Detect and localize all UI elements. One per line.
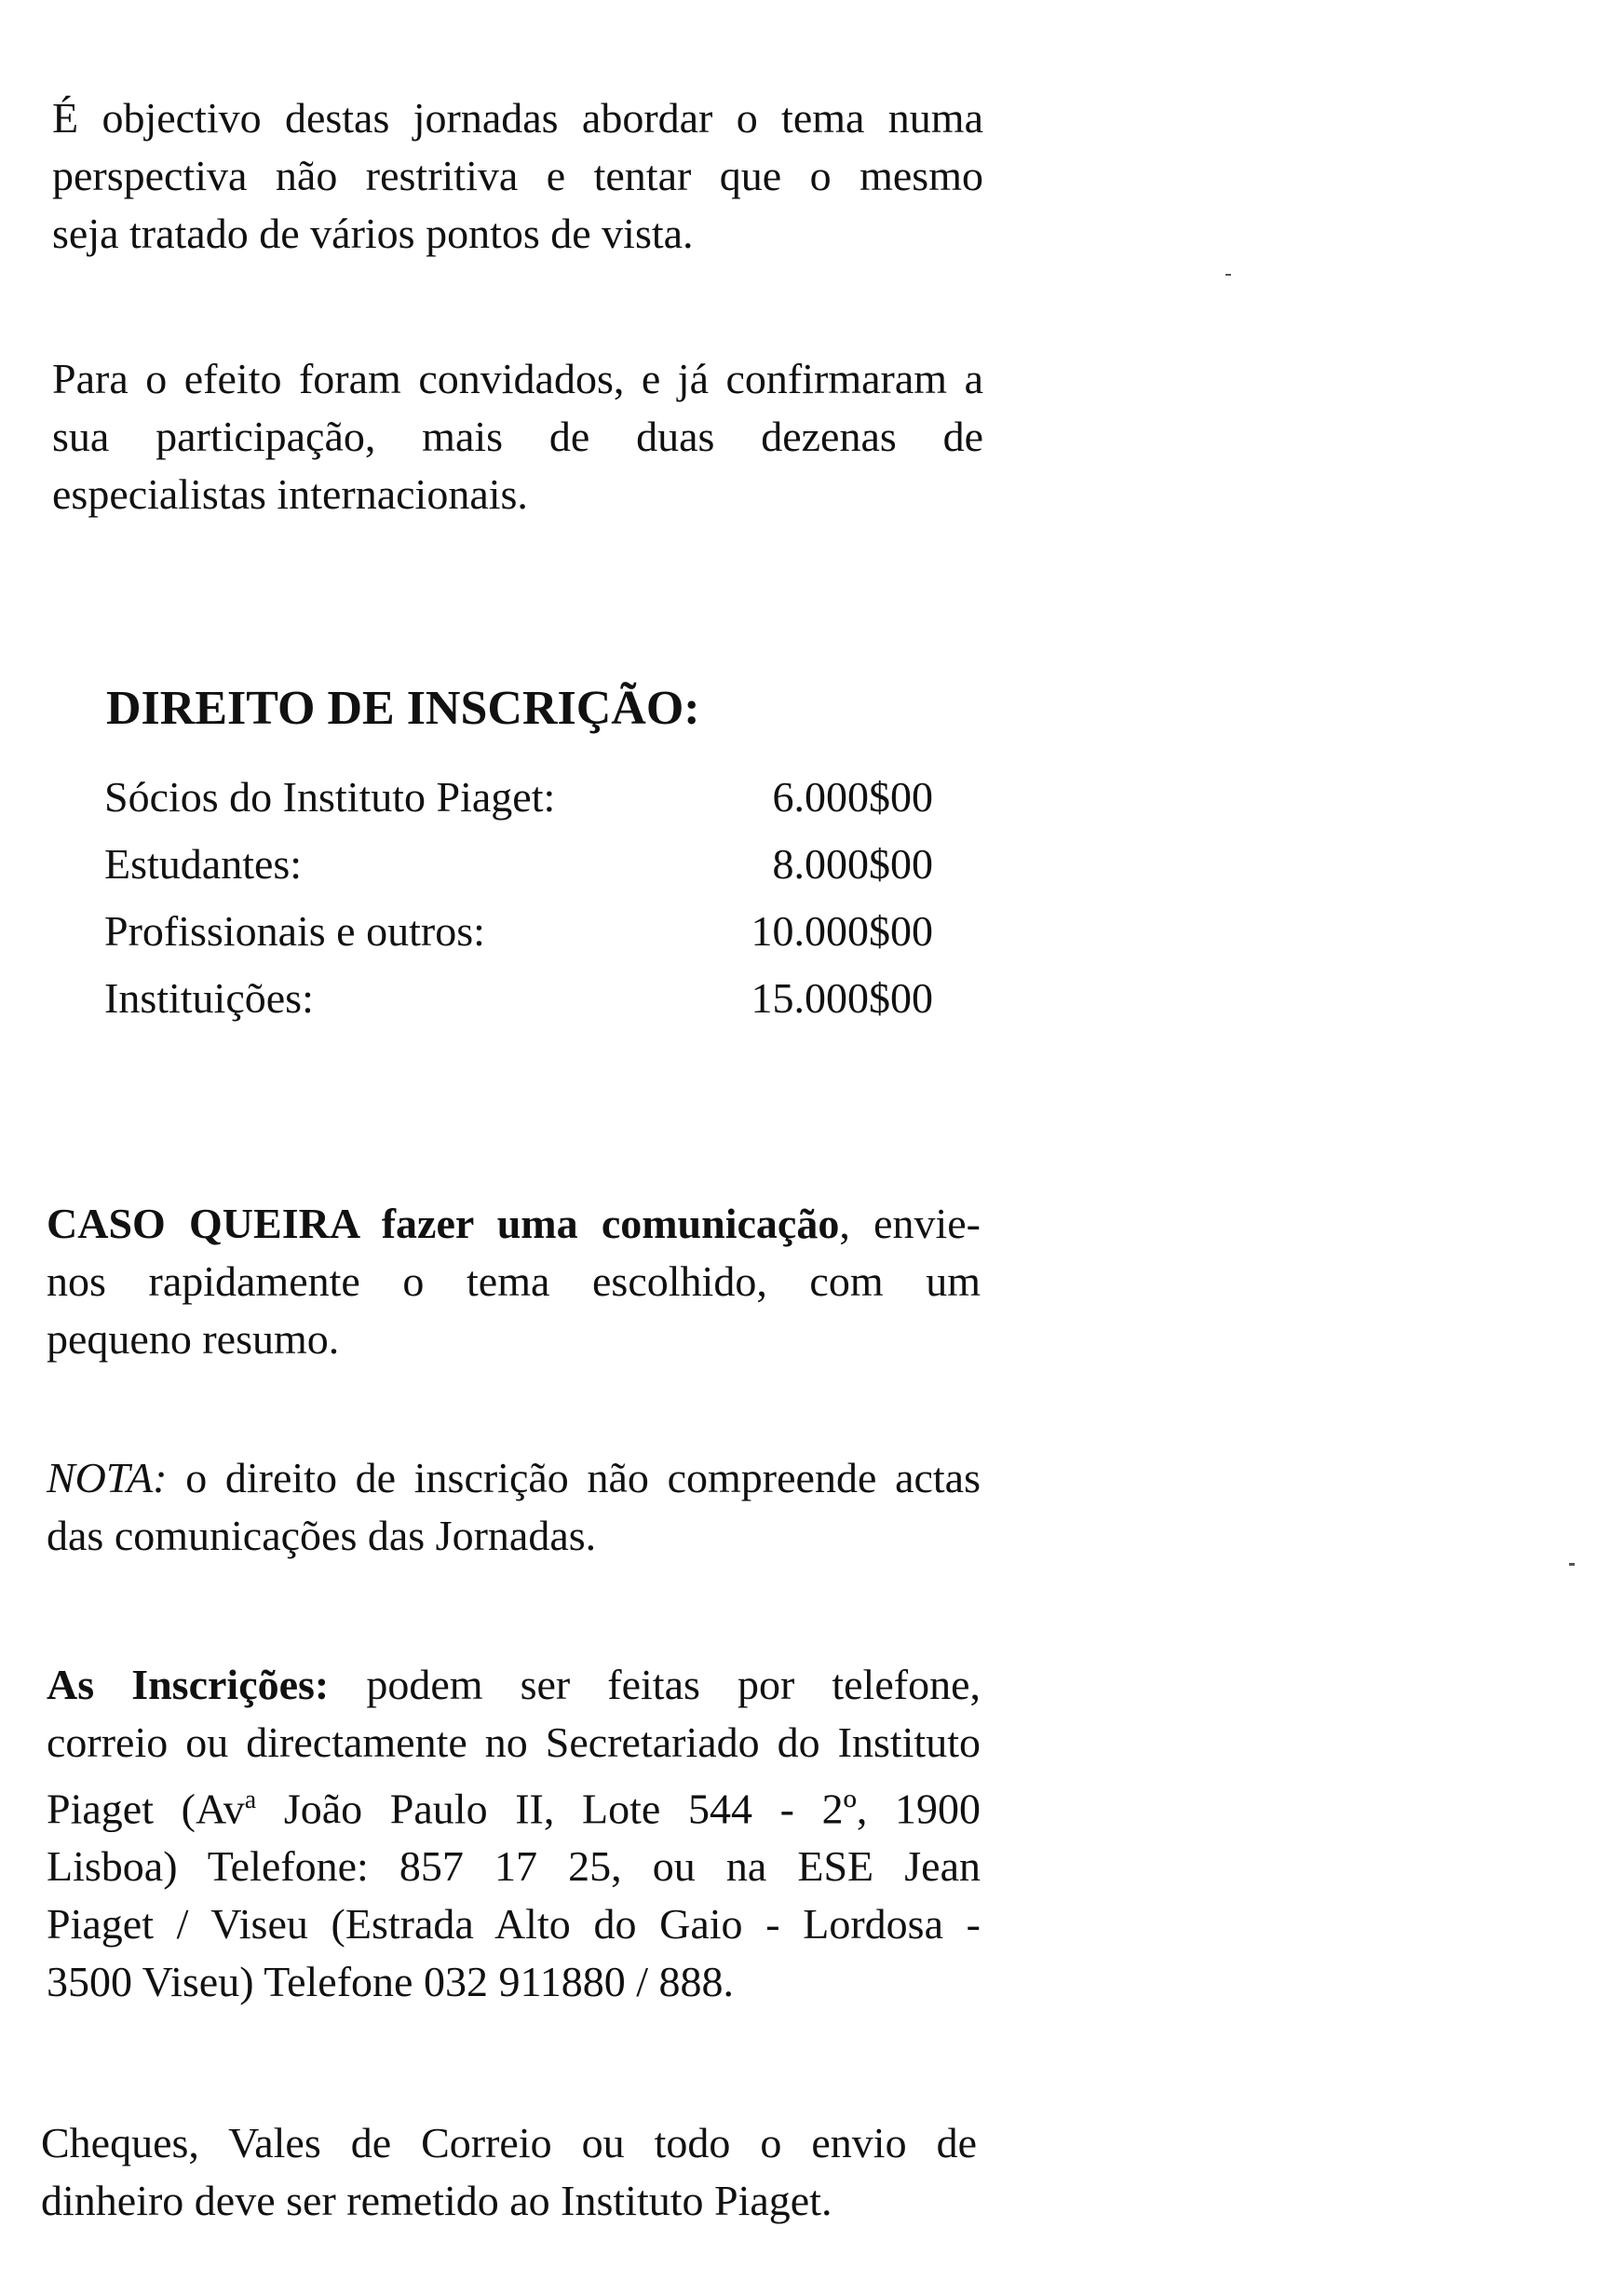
inscricoes-label: As Inscrições: [47,1661,330,1708]
nota-paragraph [47,1449,981,1565]
fee-label: Sócios do Instituto Piaget: [104,773,556,821]
inscricoes-line1-rest: podem ser feitas por telefone, [329,1661,981,1708]
fee-amount: 6.000$00 [772,773,933,821]
text-line [47,1772,981,1838]
text-line: Para o efeito foram convidados, e já confirmaram a [52,355,983,402]
fee-row-instituicoes [104,965,933,1032]
address-part: Piaget (Av [47,1785,245,1833]
fee-row-socios [104,764,933,831]
text-line: 3500 Viseu) Telefone 032 911880 / 888. [47,1958,735,2006]
text-line: Lisboa) Telefone: 857 17 25, ou na ESE Jean [47,1842,981,1891]
text-line [47,1656,981,1714]
payment-paragraph [41,2114,977,2230]
text-line [47,1449,981,1507]
fee-row-profissionais [104,898,933,965]
scan-speck [1569,1563,1575,1566]
text-line: Cheques, Vales de Correio ou todo o envio de [41,2119,977,2166]
fee-row-estudantes [104,831,933,898]
communication-line1-rest: , envie- [839,1200,981,1247]
scan-speck [1225,274,1231,276]
text-line: É objectivo destas jornadas abordar o tema numa [52,94,983,142]
intro-paragraph-objective [52,89,983,263]
text-line: seja tratado de vários pontos de vista. [52,210,694,257]
text-line: nos rapidamente o tema escolhido, com um [47,1257,981,1305]
fee-amount: 10.000$00 [751,907,933,955]
fee-amount: 15.000$00 [751,974,933,1022]
inscricoes-paragraph [47,1656,981,2011]
address-superscript: a [244,1786,257,1814]
text-line: perspectiva não restritiva e tentar que o mesmo [52,152,983,199]
text-line: pequeno resumo. [47,1315,340,1363]
fees-heading: DIREITO DE INSCRIÇÃO: [106,682,700,735]
text-line: sua participação, mais de duas dezenas de [52,413,983,460]
text-line [47,1195,981,1253]
intro-paragraph-invited [52,350,983,523]
communication-bold-lead: CASO QUEIRA fazer uma comunicação [47,1200,840,1247]
text-line: correio ou directamente no Secretariado do Instituto [47,1718,981,1766]
fee-label: Estudantes: [104,840,303,888]
fee-label: Profissionais e outros: [104,907,485,955]
text-line: especialistas internacionais. [52,470,528,518]
fees-table [104,764,933,1032]
text-line: dinheiro deve ser remetido ao Instituto Piaget. [41,2177,832,2224]
address-part: João Paulo II, Lote 544 - 2º, 1900 [256,1785,981,1833]
communication-paragraph [47,1195,981,1368]
text-line: das comunicações das Jornadas. [47,1512,597,1559]
text-line: Piaget / Viseu (Estrada Alto do Gaio - Lordosa - [47,1900,981,1949]
nota-line1-rest: o direito de inscrição não compreende actas [167,1454,981,1501]
nota-label: NOTA: [47,1454,168,1501]
fee-label: Instituições: [104,974,314,1022]
fee-amount: 8.000$00 [772,840,933,888]
